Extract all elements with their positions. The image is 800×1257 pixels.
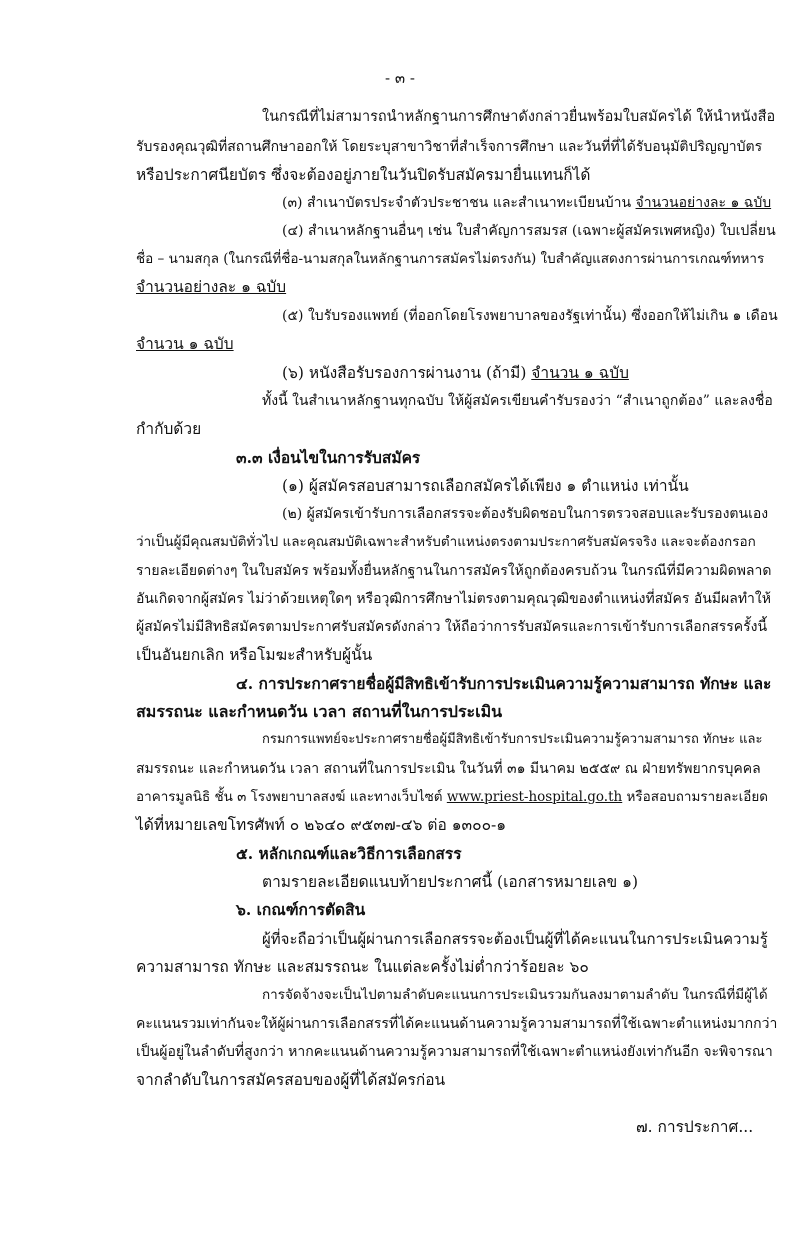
text-segment: หรือสอบถามรายละเอียด [622,789,769,805]
text-line [282,363,629,383]
text-line: เป็นอันยกเลิก หรือโมฆะสำหรับผู้นั้น [136,646,373,664]
text-line: ผู้ที่จะถือว่าเป็นผู้ผ่านการเลือกสรรจะต้องเป็นผู้ที่ได้คะแนนในการประเมินความรู้ [262,930,768,948]
text-line: (๑) ผู้สมัครสอบสามารถเลือกสมัครได้เพียง ๑ ตำแหน่ง เท่านั้น [282,477,689,495]
underlined-text: จำนวน ๑ ฉบับ [531,364,629,382]
underlined-text: จำนวน ๑ ฉบับ [136,335,234,353]
continuation-note: ๗. การประกาศ... [636,1118,754,1136]
text-line: (๔) สำเนาหลักฐานอื่นๆ เช่น ใบสำคัญการสมรส (เฉพาะผู้สมัครเพศหญิง) ใบเปลี่ยน [282,223,776,239]
text-line: ว่าเป็นผู้มีคุณสมบัติทั่วไป และคุณสมบัติเฉพาะสำหรับตำแหน่งตรงตามประกาศรับสมัครจริง และจะต้องกรอก [136,534,756,550]
text-line [282,193,771,213]
text-line: คะแนนรวมเท่ากันจะให้ผู้ผ่านการเลือกสรรที่ได้คะแนนด้านความรู้ความสามารถที่ใช้เฉพาะตำแหน่งมากกว่า [136,1016,778,1032]
underlined-text: จำนวนอย่างละ ๑ ฉบับ [136,278,287,296]
text-line: ผู้สมัครไม่มีสิทธิสมัครตามประกาศรับสมัครดังกล่าว ให้ถือว่าการรับสมัครและการเข้ารับการเลือกสรรครั้งนี้ [136,619,768,635]
text-line: (๒) ผู้สมัครเข้ารับการเลือกสรรจะต้องรับผิดชอบในการตรวจสอบและรับรองตนเอง [282,506,769,522]
text-line: ความสามารถ ทักษะ และสมรรถนะ ในแต่ละครั้งไม่ต่ำกว่าร้อยละ ๖๐ [136,958,589,976]
text-segment: อาคารมูลนิธิ ชั้น ๓ โรงพยาบาลสงฆ์ และทางเว็บไซต์ [136,789,447,805]
text-line: ทั้งนี้ ในสำเนาหลักฐานทุกฉบับ ให้ผู้สมัครเขียนคำรับรองว่า “สำเนาถูกต้อง” และลงชื่อ [262,393,773,409]
page-number: - ๓ - [385,69,415,87]
text-line: รับรองคุณวุฒิที่สถานศึกษาออกให้ โดยระบุสาขาวิชาที่สำเร็จการศึกษา และวันที่ที่ได้รับอนุมัติปริญญาบัตร [136,139,763,155]
section-heading: ๔. การประกาศรายชื่อผู้มีสิทธิเข้ารับการประเมินความรู้ความสามารถ ทักษะ และ [236,674,772,693]
text-segment: (๖) หนังสือรับรองการผ่านงาน (ถ้ามี) [282,364,532,382]
text-line: กำกับด้วย [136,420,202,438]
section-heading: ๖. เกณฑ์การตัดสิน [236,900,366,919]
text-line: อันเกิดจากผู้สมัคร ไม่ว่าด้วยเหตุใดๆ หรือวุฒิการศึกษาไม่ตรงตามคุณวุฒิของตำแหน่งที่สมัคร อันมีผลทำให้ [136,591,771,607]
text-line: ในกรณีที่ไม่สามารถนำหลักฐานการศึกษาดังกล่าวยื่นพร้อมใบสมัครได้ ให้นำหนังสือ [262,109,776,125]
text-line: ชื่อ – นามสกุล (ในกรณีที่ชื่อ-นามสกุลในหลักฐานการสมัครไม่ตรงกัน) ใบสำคัญแสดงการผ่านการเกณฑ์ทหาร [136,251,765,267]
text-line: หรือประกาศนียบัตร ซึ่งจะต้องอยู่ภายในวันปิดรับสมัครมายื่นแทนก็ได้ [136,166,591,184]
text-line: เป็นผู้อยู่ในลำดับที่สูงกว่า หากคะแนนด้านความรู้ความสามารถที่ใช้เฉพาะตำแหน่งยังเท่ากันอีก จะพิจารณา [136,1044,773,1060]
text-line [136,787,768,807]
underlined-text: จำนวนอย่างละ ๑ ฉบับ [635,195,772,211]
text-line: (๕) ใบรับรองแพทย์ (ที่ออกโดยโรงพยาบาลของรัฐเท่านั้น) ซึ่งออกให้ไม่เกิน ๑ เดือน [282,308,778,324]
section-heading: สมรรถนะ และกำหนดวัน เวลา สถานที่ในการประเมิน [136,702,503,721]
text-line: สมรรถนะ และกำหนดวัน เวลา สถานที่ในการประเมิน ในวันที่ ๓๑ มีนาคม ๒๕๕๙ ณ ฝ่ายทรัพยากรบุคคล [136,761,761,777]
website-link[interactable]: www.priest-hospital.go.th [446,789,623,805]
text-line: ตามรายละเอียดแนบท้ายประกาศนี้ (เอกสารหมายเลข ๑) [262,873,638,891]
text-line: จากลำดับในการสมัครสอบของผู้ที่ได้สมัครก่อน [136,1071,446,1089]
text-line: รายละเอียดต่างๆ ในใบสมัคร พร้อมทั้งยื่นหลักฐานในการสมัครให้ถูกต้องครบถ้วน ในกรณีที่มีความผิดพลาด [136,563,772,579]
text-line: ได้ที่หมายเลขโทรศัพท์ ๐ ๒๖๔๐ ๙๕๓๗-๔๖ ต่อ ๑๓๐๐-๑ [136,816,507,834]
text-line: การจัดจ้างจะเป็นไปตามลำดับคะแนนการประเมินรวมกันลงมาตามลำดับ ในกรณีที่มีผู้ได้ [262,987,768,1003]
section-heading: ๓.๓ เงื่อนไขในการรับสมัคร [236,448,421,467]
text-line: กรมการแพทย์จะประกาศรายชื่อผู้มีสิทธิเข้ารับการประเมินความรู้ความสามารถ ทักษะ และ [262,732,763,747]
text-segment: (๓) สำเนาบัตรประจำตัวประชาชน และสำเนาทะเบียนบ้าน [282,195,636,211]
section-heading: ๕. หลักเกณฑ์และวิธีการเลือกสรร [236,844,462,863]
